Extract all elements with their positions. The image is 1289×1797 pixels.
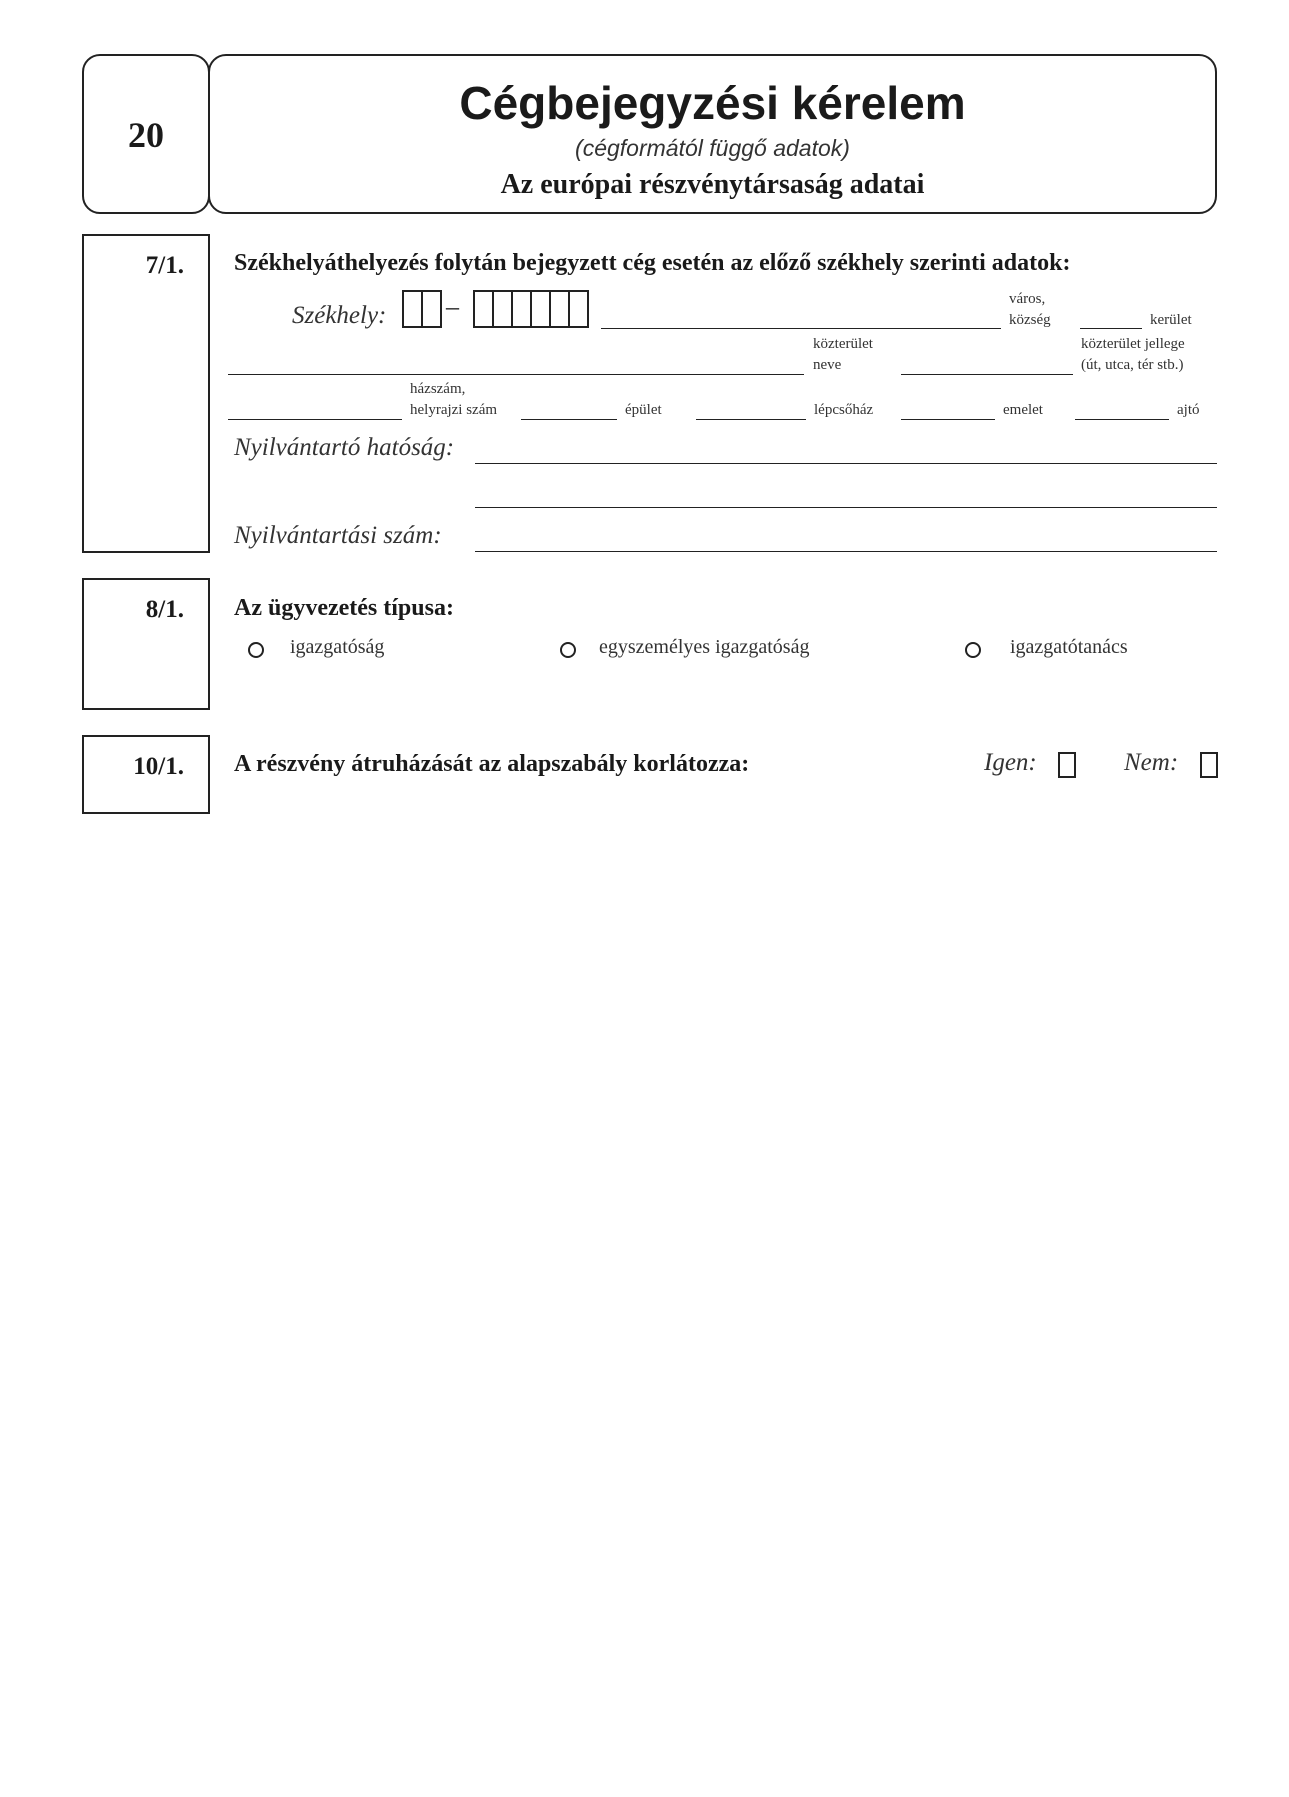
door-label: ajtó <box>1177 402 1200 418</box>
zip-cell-7[interactable] <box>549 290 570 328</box>
street-type-field[interactable] <box>901 374 1073 375</box>
option-administrative-board: igazgatótanács <box>1010 636 1128 658</box>
no-checkbox[interactable] <box>1200 752 1218 778</box>
street-name-label-2: neve <box>813 357 842 373</box>
zip-cell-6[interactable] <box>530 290 551 328</box>
street-type-label-1: közterület jellege <box>1081 336 1185 352</box>
section-10-number: 10/1. <box>133 753 184 780</box>
staircase-field[interactable] <box>696 419 806 420</box>
option-board-of-directors: igazgatóság <box>290 636 385 658</box>
zip-cell-4[interactable] <box>492 290 513 328</box>
street-type-label-2: (út, utca, tér stb.) <box>1081 357 1184 373</box>
zip-cell-8[interactable] <box>568 290 589 328</box>
section-10-number-box <box>82 735 210 814</box>
page-title: Cégbejegyzési kérelem <box>459 77 966 129</box>
zip-cell-2[interactable] <box>421 290 442 328</box>
city-field[interactable] <box>601 328 1001 329</box>
house-label-2: helyrajzi szám <box>410 402 498 418</box>
street-name-label-1: közterület <box>813 336 873 352</box>
zip-cell-1[interactable] <box>402 290 423 328</box>
page-number: 20 <box>128 115 164 155</box>
section-7-number-box <box>82 234 210 553</box>
section-7-title: Székhelyáthelyezés folytán bejegyzett cég esetén az előző székhely szerinti adatok: <box>234 250 1071 276</box>
yes-checkbox[interactable] <box>1058 752 1076 778</box>
authority-field-1[interactable] <box>475 463 1217 464</box>
authority-field-2[interactable] <box>475 507 1217 508</box>
zip-dash: – <box>446 292 459 321</box>
street-name-field[interactable] <box>228 374 804 375</box>
registry-number-field[interactable] <box>475 551 1217 552</box>
zip-cell-5[interactable] <box>511 290 532 328</box>
radio-board-of-directors[interactable] <box>248 642 264 658</box>
house-label-1: házszám, <box>410 381 466 397</box>
building-field[interactable] <box>521 419 617 420</box>
radio-administrative-board[interactable] <box>965 642 981 658</box>
floor-label: emelet <box>1003 402 1043 418</box>
page-number-box <box>82 54 210 214</box>
district-label: kerület <box>1150 312 1192 328</box>
city-label-2: község <box>1009 312 1051 328</box>
section-7-number: 7/1. <box>145 252 184 279</box>
header-title-box <box>208 54 1217 214</box>
section-8-title: Az ügyvezetés típusa: <box>234 595 454 621</box>
district-field[interactable] <box>1080 328 1142 329</box>
section-heading: Az európai részvénytársaság adatai <box>500 169 925 200</box>
radio-single-director[interactable] <box>560 642 576 658</box>
door-field[interactable] <box>1075 419 1169 420</box>
zip-cell-3[interactable] <box>473 290 494 328</box>
page-subtitle: (cégformától függő adatok) <box>575 135 850 161</box>
registry-number-label: Nyilvántartási szám: <box>234 522 442 549</box>
section-10-title: A részvény átruházását az alapszabály korlátozza: <box>234 751 750 777</box>
yes-label: Igen: <box>984 749 1037 776</box>
option-single-director: egyszemélyes igazgatóság <box>599 636 810 658</box>
house-number-field[interactable] <box>228 419 402 420</box>
staircase-label: lépcsőház <box>814 402 874 418</box>
section-8-number: 8/1. <box>145 596 184 623</box>
floor-field[interactable] <box>901 419 995 420</box>
section-8-number-box <box>82 578 210 710</box>
no-label: Nem: <box>1124 749 1179 776</box>
building-label: épület <box>625 402 662 418</box>
seat-label: Székhely: <box>292 302 387 329</box>
city-label-1: város, <box>1009 291 1046 307</box>
authority-label: Nyilvántartó hatóság: <box>234 434 455 461</box>
